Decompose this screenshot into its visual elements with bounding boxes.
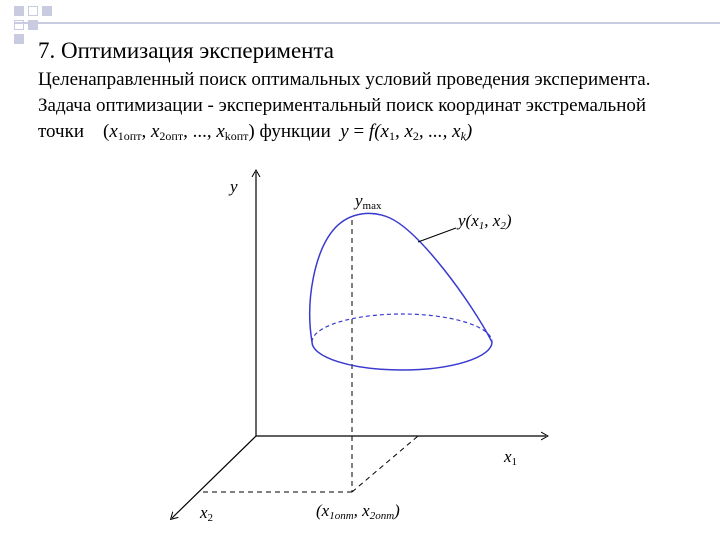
x2-axis xyxy=(172,436,256,518)
optimum-point-label: (x1опт, x2опт) xyxy=(316,501,400,522)
formula-eq: = xyxy=(348,121,369,142)
sep2: , ..., xyxy=(183,121,217,142)
fa-sub1: 1 xyxy=(388,129,395,143)
ymax-label: ymax xyxy=(355,191,382,212)
formula-f: f xyxy=(368,121,375,142)
surface-dome xyxy=(310,213,492,342)
x1-axis-label: x1 xyxy=(504,447,518,468)
slide-title: 7. Оптимизация эксперимента xyxy=(38,38,335,63)
xk-sub: kопт xyxy=(224,129,249,143)
formula-args: (x xyxy=(374,121,389,142)
x2-axis-label: x2 xyxy=(200,503,214,524)
x2-sub: 2опт xyxy=(159,129,184,143)
x2-var: x xyxy=(150,121,160,142)
surface-back-ellipse xyxy=(312,314,492,342)
fa-sub2: 2 xyxy=(412,129,419,143)
body-line-2: Задача оптимизации - экспериментальный поиск координат экстремальной xyxy=(38,95,647,116)
y-axis-label: y xyxy=(230,177,238,196)
line3-close: ) функции xyxy=(248,121,331,142)
x1-var: x xyxy=(109,121,118,142)
sep1: , xyxy=(141,121,151,142)
line3-prefix: точки xyxy=(38,121,85,142)
surface-label: y(x1, x2) xyxy=(458,211,512,232)
surface-front-ellipse xyxy=(312,342,492,370)
fa-mid2: , ..., x xyxy=(418,121,461,142)
fa-mid1: , x xyxy=(394,121,413,142)
line3-open: ( xyxy=(103,121,110,142)
fa-subk: k xyxy=(460,129,466,143)
formula-y: y xyxy=(340,121,349,142)
x1-sub: 1опт xyxy=(117,129,142,143)
body-line-1: Целенаправленный поиск оптимальных условий проведения эксперимента. xyxy=(38,69,651,90)
fa-end: ) xyxy=(465,121,473,142)
projection-to-x1 xyxy=(352,436,418,492)
xk-var: x xyxy=(216,121,225,142)
surface-leader xyxy=(418,228,456,242)
